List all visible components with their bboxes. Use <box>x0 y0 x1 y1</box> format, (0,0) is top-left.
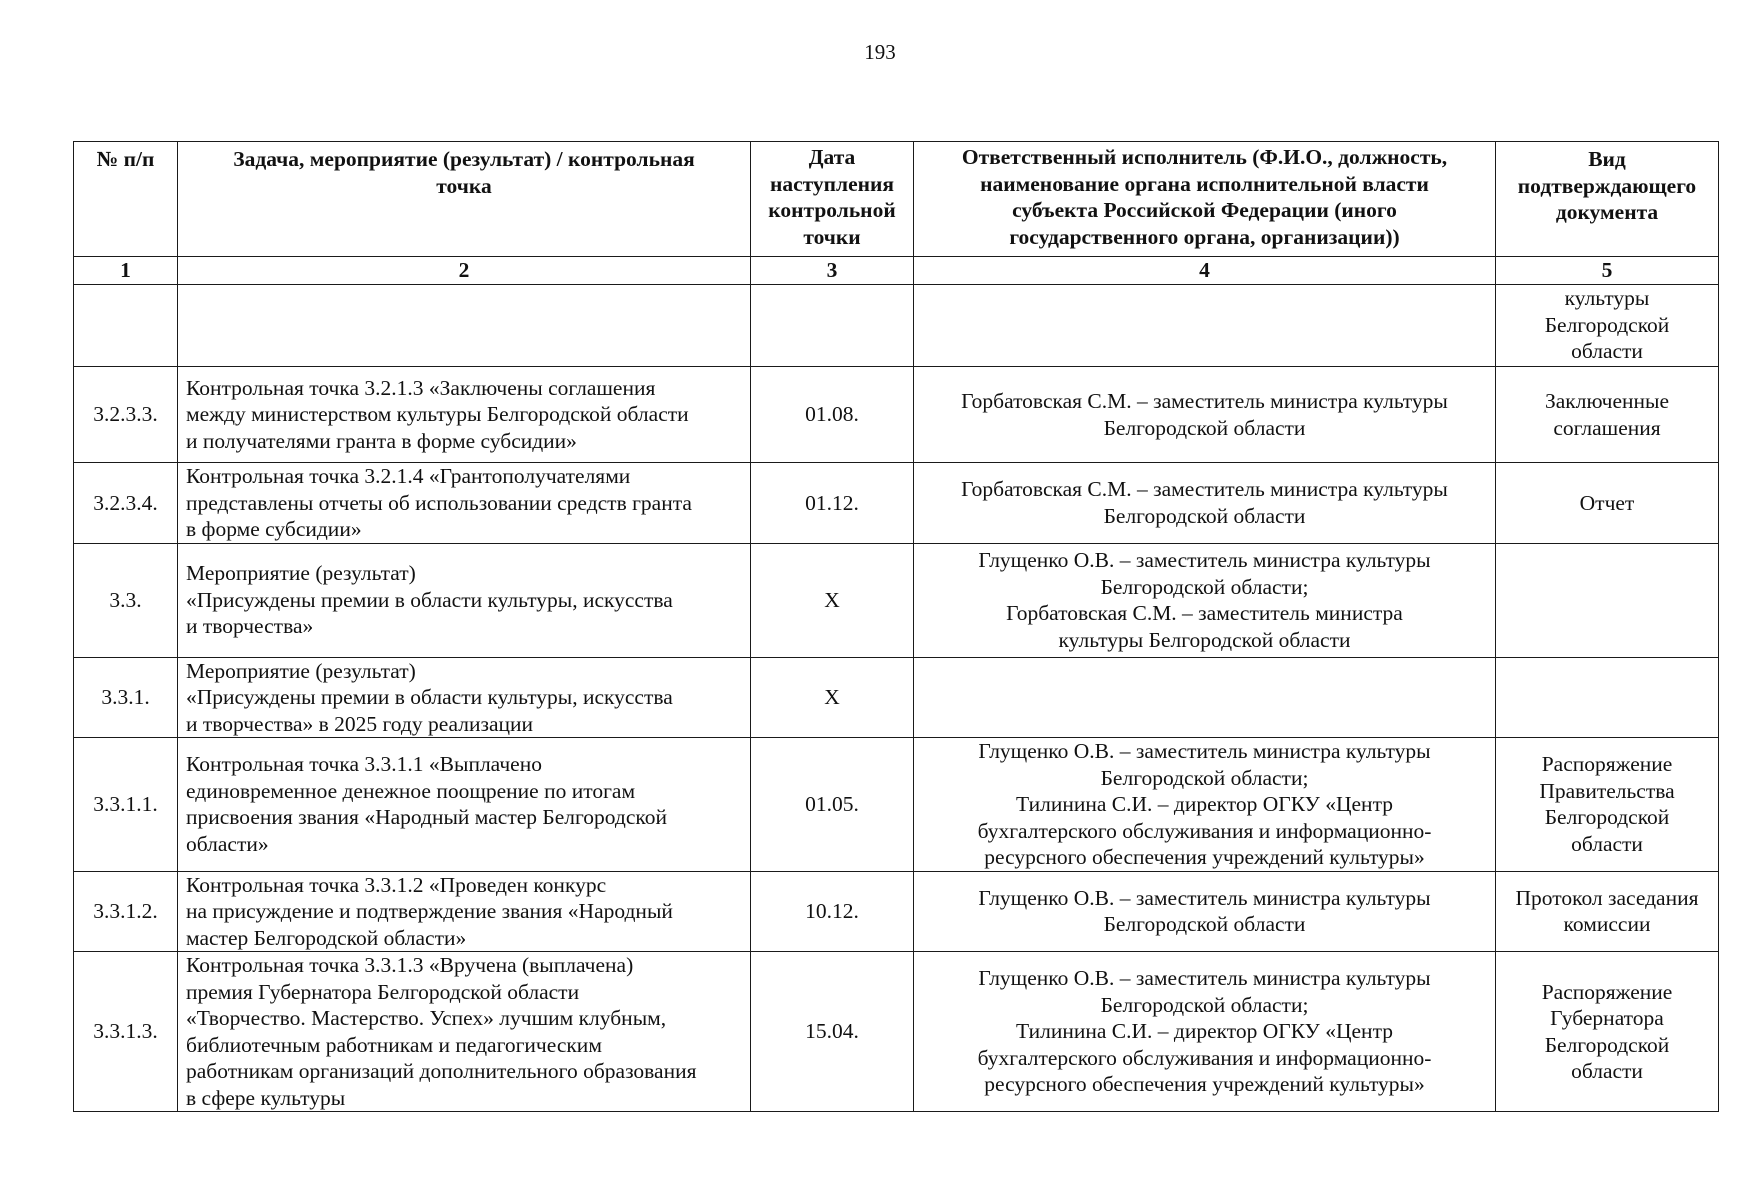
text-line: Глущенко О.В. – заместитель министра культуры <box>978 885 1431 910</box>
text-line: области» <box>186 831 269 856</box>
column-number: 2 <box>178 257 751 285</box>
task-cell <box>178 738 751 872</box>
task-cell <box>178 285 751 367</box>
text-line: Мероприятие (результат) <box>186 658 416 683</box>
text-line: и получателями гранта в форме субсидии» <box>186 428 577 453</box>
executor-cell <box>914 543 1496 657</box>
text-line: Горбатовская С.М. – заместитель министра культуры <box>961 389 1448 413</box>
table-row <box>74 367 1719 463</box>
task-cell <box>178 657 751 738</box>
date-cell: Х <box>751 543 914 657</box>
text-line: Контрольная точка 3.2.1.4 «Грантополучателями <box>186 464 631 488</box>
text-line: единовременное денежное поощрение по итогам <box>186 778 636 803</box>
column-number: 1 <box>74 257 178 285</box>
document-type-cell <box>1496 952 1719 1112</box>
date-cell <box>751 285 914 367</box>
task-cell <box>178 952 751 1112</box>
text-line: точки <box>803 224 861 249</box>
text-line: подтверждающего <box>1517 173 1697 198</box>
document-type-cell <box>1496 738 1719 872</box>
text-line: Белгородской <box>1544 805 1670 830</box>
text-line: «Творчество. Мастерство. Успех» лучшим клубным, <box>186 1006 667 1030</box>
text-line: Глущенко О.В. – заместитель министра культуры <box>978 739 1431 763</box>
text-line: в форме субсидии» <box>186 517 362 541</box>
date-cell: 01.05. <box>751 738 914 872</box>
task-cell <box>178 463 751 544</box>
text-line: Распоряжение <box>1541 752 1673 777</box>
text-line: субъекта Российской Федерации (иного <box>1012 198 1397 222</box>
row-number-cell: 3.3.1.3. <box>74 952 178 1112</box>
text-line: представлены отчеты об использовании средств гранта <box>186 490 692 515</box>
text-line: и творчества» в 2025 году реализации <box>186 711 534 736</box>
document-type-cell <box>1496 285 1719 367</box>
date-cell: 10.12. <box>751 871 914 952</box>
row-number-cell: 3.2.3.3. <box>74 367 178 463</box>
text-line: Контрольная точка 3.2.1.3 «Заключены соглашения <box>186 375 656 400</box>
text-line: государственного органа, организации)) <box>1009 224 1400 249</box>
text-line: между министерством культуры Белгородской области <box>186 402 689 427</box>
text-line: «Присуждены премии в области культуры, искусства <box>186 685 673 709</box>
text-line: «Присуждены премии в области культуры, искусства <box>186 587 673 612</box>
text-line: ресурсного обеспечения учреждений культуры» <box>984 1072 1425 1097</box>
task-cell <box>178 543 751 657</box>
header-cell-date <box>751 142 914 257</box>
text-line: бухгалтерского обслуживания и информационно- <box>977 1045 1432 1070</box>
text-line: Белгородской области <box>1103 415 1306 440</box>
row-number-cell: 3.3.1.1. <box>74 738 178 872</box>
executor-cell <box>914 871 1496 952</box>
text-line: Протокол заседания <box>1515 885 1699 910</box>
text-line: культуры <box>1564 286 1650 310</box>
document-type-cell <box>1496 871 1719 952</box>
text-line: Дата <box>808 145 856 169</box>
task-cell <box>178 367 751 463</box>
text-line: присвоения звания «Народный мастер Белгородской <box>186 805 668 830</box>
executor-cell <box>914 657 1496 738</box>
text-line: работникам организаций дополнительного образования <box>186 1059 697 1083</box>
text-line: Контрольная точка 3.3.1.2 «Проведен конкурс <box>186 872 607 897</box>
text-line: Контрольная точка 3.3.1.3 «Вручена (выплачена) <box>186 953 634 977</box>
row-number-cell: 3.3.1.2. <box>74 871 178 952</box>
executor-cell <box>914 738 1496 872</box>
executor-cell <box>914 285 1496 367</box>
text-line: Ответственный исполнитель (Ф.И.О., должность, <box>961 145 1448 169</box>
table-row <box>74 285 1719 367</box>
text-line: области <box>1571 339 1643 363</box>
text-line: Белгородской <box>1544 312 1670 337</box>
text-line: документа <box>1555 200 1659 224</box>
text-line: Отчет <box>1579 490 1635 515</box>
document-type-cell <box>1496 657 1719 738</box>
document-type-cell <box>1496 543 1719 657</box>
text-line: наступления <box>769 171 895 196</box>
text-line: комиссии <box>1563 912 1651 937</box>
text-line: мастер Белгородской области» <box>186 925 467 950</box>
executor-cell <box>914 367 1496 463</box>
column-number: 3 <box>751 257 914 285</box>
table-row <box>74 952 1719 1112</box>
header-cell-task <box>178 142 751 257</box>
text-line: бухгалтерского обслуживания и информационно- <box>977 818 1432 843</box>
text-line: Горбатовская С.М. – заместитель министра культуры <box>961 477 1448 502</box>
table-header-row <box>74 142 1719 257</box>
document-type-cell <box>1496 463 1719 544</box>
control-points-table <box>73 141 1719 1112</box>
text-line: Тилинина С.И. – директор ОГКУ «Центр <box>1016 1019 1393 1044</box>
date-cell: 01.12. <box>751 463 914 544</box>
table-row <box>74 543 1719 657</box>
text-line: соглашения <box>1553 415 1661 440</box>
text-line: области <box>1571 1059 1643 1083</box>
text-line: Заключенные <box>1544 389 1670 413</box>
task-cell <box>178 871 751 952</box>
text-line: точка <box>436 173 492 198</box>
text-line: Тилинина С.И. – директор ОГКУ «Центр <box>1016 792 1393 816</box>
text-line: Белгородской области; <box>1100 992 1309 1017</box>
text-line: Вид <box>1588 147 1626 171</box>
executor-cell <box>914 952 1496 1112</box>
column-number: 5 <box>1496 257 1719 285</box>
text-line: Распоряжение <box>1541 979 1673 1004</box>
text-line: Правительства <box>1539 778 1675 803</box>
text-line: области <box>1571 831 1643 856</box>
header-cell-executor <box>914 142 1496 257</box>
text-line: контрольной <box>768 198 896 222</box>
table-row <box>74 657 1719 738</box>
page-number: 193 <box>864 40 896 64</box>
document-type-cell <box>1496 367 1719 463</box>
row-number-cell: 3.3.1. <box>74 657 178 738</box>
text-line: Белгородской области <box>1103 912 1306 937</box>
table-row <box>74 871 1719 952</box>
text-line: Горбатовская С.М. – заместитель министра <box>1006 601 1403 625</box>
text-line: Задача, мероприятие (результат) / контрольная <box>233 147 695 171</box>
text-line: Белгородской области; <box>1100 574 1309 599</box>
text-line: и творчества» <box>186 614 314 639</box>
text-line: библиотечным работникам и педагогическим <box>186 1032 602 1057</box>
text-line: Белгородской области; <box>1100 765 1309 790</box>
text-line: наименование органа исполнительной власти <box>980 171 1429 196</box>
text-line: премия Губернатора Белгородской области <box>186 979 580 1004</box>
text-line: Контрольная точка 3.3.1.1 «Выплачено <box>186 752 542 777</box>
text-line: Глущенко О.В. – заместитель министра культуры <box>978 548 1431 572</box>
text-line: Мероприятие (результат) <box>186 561 416 586</box>
date-cell: 15.04. <box>751 952 914 1112</box>
text-line: Губернатора <box>1550 1006 1664 1030</box>
row-number-cell: 3.3. <box>74 543 178 657</box>
date-cell: 01.08. <box>751 367 914 463</box>
text-line: Белгородской <box>1544 1032 1670 1057</box>
text-line: в сфере культуры <box>186 1085 346 1110</box>
table-row <box>74 463 1719 544</box>
table-body <box>74 285 1719 1112</box>
column-number-row <box>74 257 1719 285</box>
header-cell-number <box>74 142 178 257</box>
executor-cell <box>914 463 1496 544</box>
text-line: Глущенко О.В. – заместитель министра культуры <box>978 966 1431 991</box>
row-number-cell: 3.2.3.4. <box>74 463 178 544</box>
text-line: № п/п <box>96 147 155 171</box>
text-line: на присуждение и подтверждение звания «Народный <box>186 899 673 923</box>
text-line: культуры Белгородской области <box>1058 627 1351 652</box>
table-row <box>74 738 1719 872</box>
text-line: Белгородской области <box>1103 503 1306 528</box>
text-line: ресурсного обеспечения учреждений культуры» <box>984 845 1425 869</box>
row-number-cell <box>74 285 178 367</box>
column-number: 4 <box>914 257 1496 285</box>
date-cell: Х <box>751 657 914 738</box>
header-cell-document-type <box>1496 142 1719 257</box>
